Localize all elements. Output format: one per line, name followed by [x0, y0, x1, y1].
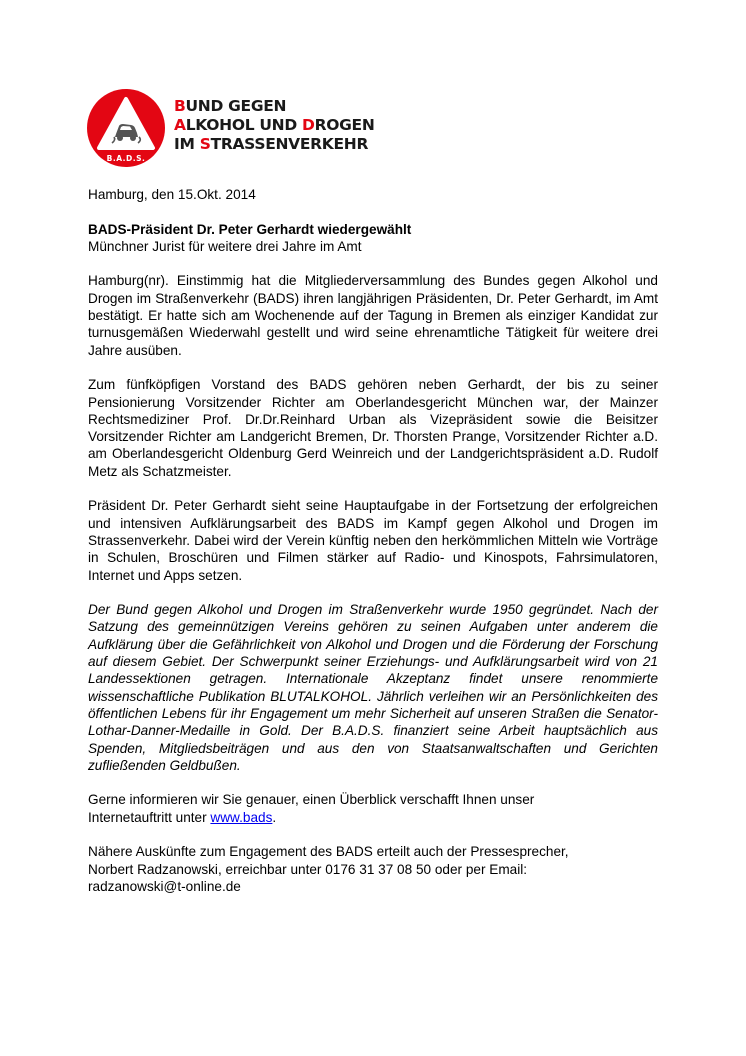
paragraph-mission: Präsident Dr. Peter Gerhardt sieht seine Hauptaufgabe in der Fortsetzung der erfolgreichen und intensiven Aufklärungsarbeit des BADS im Kampf gegen Alkohol und Drogen im Strassenverkehr. Dabei wird der Verein künftig neben den herkömmlichen Mitteln wie Vorträge in Schulen, Broschüren und Filmen stärker auf Radio- und Kinospots, Fahrsimulatoren, Internet und Apps setzen. — [88, 498, 658, 583]
logo-line-1: BUND GEGEN — [174, 97, 287, 115]
website-link[interactable]: www.bads — [210, 809, 273, 825]
paragraph-board: Zum fünfköpfigen Vorstand des BADS gehören neben Gerhardt, der bis zu seiner Pensionierung Vorsitzender Richter am Oberlandesgericht München war, der Mainzer Rechtsmediziner Prof. Dr.Dr.Reinhard Urban als Vizepräsident sowie die Beisitzer Vorsitzender Richter am Landgericht Bremen, Dr. Thorsten Prange, Vorsitzender Richter a.D. am Oberlandesgericht Oldenburg Gerd Weinreich und der Landgerichtspräsident a.D. Rudolf Metz als Schatzmeister. — [88, 377, 658, 479]
contact-line-2: Norbert Radzanowski, erreichbar unter 0176 31 37 08 50 oder per Email: — [88, 861, 528, 877]
subheadline: Münchner Jurist für weitere drei Jahre im Amt — [88, 238, 362, 254]
logo-badge-text: B.A.D.S. — [106, 154, 146, 163]
press-release-body — [88, 186, 658, 912]
headline: BADS-Präsident Dr. Peter Gerhardt wiedergewählt — [88, 221, 412, 237]
paragraph-contact — [88, 843, 658, 895]
website-line-2: Internetauftritt unter www.bads. — [88, 809, 277, 825]
logo-line-2: ALKOHOL UND DROGEN — [174, 116, 375, 134]
paragraph-about-bads: Der Bund gegen Alkohol und Drogen im Straßenverkehr wurde 1950 gegründet. Nach der Satzung des gemeinnützigen Vereins gehören zu seinen Aufgaben unter anderem die Aufklärung über die Gefährlichkeit von Alkohol und Drogen und die Förderung der Forschung auf diesem Gebiet. Der Schwerpunkt seiner Erziehungs- und Aufklärungsarbeit wird von 21 Landessektionen getragen. Internationale Akzeptanz findet unsere renommierte wissenschaftliche Publikation BLUTALKOHOL. Jährlich verleihen wir an Persönlichkeiten des öffentlichen Lebens für ihr Engagement um mehr Sicherheit auf unseren Straßen die Senator-Lothar-Danner-Medaille in Gold. Der B.A.D.S. finanziert seine Arbeit hauptsächlich aus Spenden, Mitgliedsbeiträgen und aus den von Staatsanwaltschaften und Gerichten zufließenden Geldbußen. — [88, 602, 658, 773]
paragraph-website — [88, 791, 658, 826]
contact-email: radzanowski@t-online.de — [88, 878, 241, 894]
release-date: Hamburg, den 15.Okt. 2014 — [88, 187, 256, 202]
paragraph-election: Hamburg(nr). Einstimmig hat die Mitgliederversammlung des Bundes gegen Alkohol und Drogen im Straßenverkehr (BADS) ihren langjährigen Präsidenten, Dr. Peter Gerhardt, im Amt bestätigt. Er hatte sich am Wochenende auf der Tagung in Bremen als einziger Kandidat zur turnusgemäßen Wiederwahl gestellt und wird seine ehrenamtliche Tätigkeit für weitere drei Jahre ausüben. — [88, 273, 658, 358]
contact-line-1: Nähere Auskünfte zum Engagement des BADS erteilt auch der Pressesprecher, — [88, 844, 569, 860]
logo-line-3: IM STRASSENVERKEHR — [174, 135, 369, 153]
bads-warning-triangle-icon — [86, 88, 166, 168]
bads-logo — [86, 88, 386, 168]
website-line-1: Gerne informieren wir Sie genauer, einen Überblick verschafft Ihnen unser — [88, 792, 535, 808]
logo-wordmark — [174, 97, 375, 154]
